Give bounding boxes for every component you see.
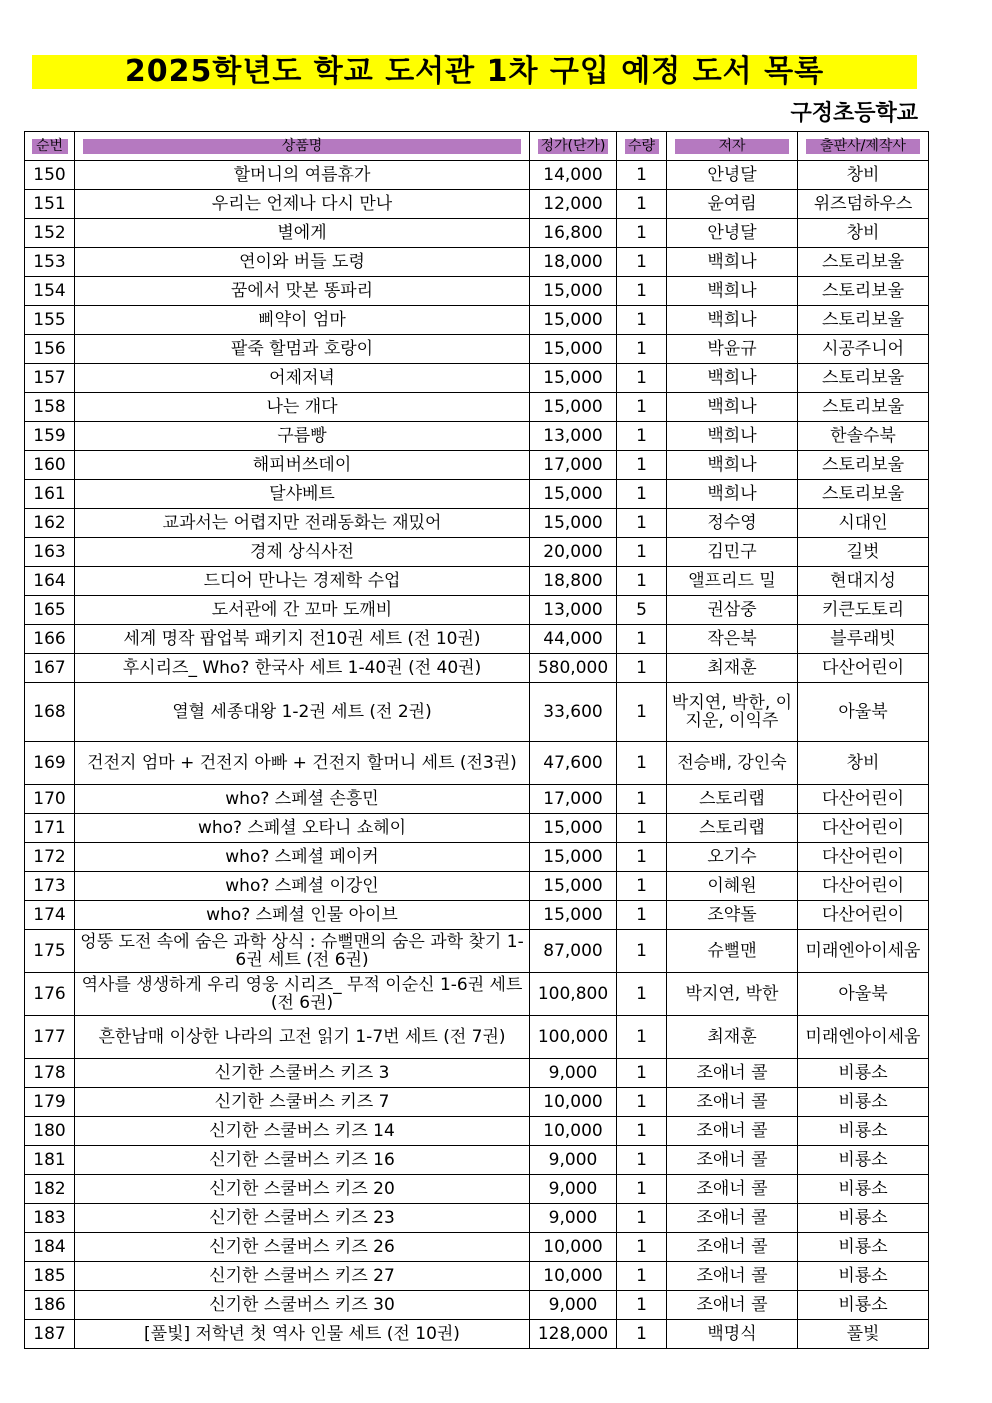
cell-no: 150 <box>25 161 75 190</box>
cell-no: 174 <box>25 901 75 930</box>
table-row <box>25 1262 929 1291</box>
table-row <box>25 1175 929 1204</box>
cell-publisher: 위즈덤하우스 <box>798 190 929 219</box>
cell-no: 187 <box>25 1320 75 1349</box>
cell-qty: 1 <box>617 814 667 843</box>
cell-no: 172 <box>25 843 75 872</box>
cell-price: 33,600 <box>530 683 617 742</box>
table-row <box>25 1059 929 1088</box>
cell-price: 18,000 <box>530 248 617 277</box>
cell-author: 권삼중 <box>667 596 798 625</box>
table-row <box>25 1016 929 1059</box>
cell-no: 173 <box>25 872 75 901</box>
cell-name: 신기한 스쿨버스 키즈 20 <box>75 1175 530 1204</box>
cell-price: 15,000 <box>530 814 617 843</box>
cell-name: 삐약이 엄마 <box>75 306 530 335</box>
cell-publisher: 블루래빗 <box>798 625 929 654</box>
cell-price: 15,000 <box>530 901 617 930</box>
cell-name: 달샤베트 <box>75 480 530 509</box>
cell-author: 최재훈 <box>667 1016 798 1059</box>
cell-author: 조애너 콜 <box>667 1204 798 1233</box>
cell-publisher: 비룡소 <box>798 1175 929 1204</box>
cell-publisher: 다산어린이 <box>798 872 929 901</box>
table-row <box>25 161 929 190</box>
page-title: 2025학년도 학교 도서관 1차 구입 예정 도서 목록 <box>124 54 825 89</box>
cell-price: 15,000 <box>530 509 617 538</box>
cell-publisher: 비룡소 <box>798 1291 929 1320</box>
cell-price: 15,000 <box>530 872 617 901</box>
cell-no: 156 <box>25 335 75 364</box>
cell-qty: 1 <box>617 1088 667 1117</box>
cell-author: 조애너 콜 <box>667 1291 798 1320</box>
cell-author: 백명식 <box>667 1320 798 1349</box>
cell-no: 181 <box>25 1146 75 1175</box>
cell-author: 오기수 <box>667 843 798 872</box>
cell-qty: 1 <box>617 161 667 190</box>
cell-publisher: 비룡소 <box>798 1088 929 1117</box>
cell-price: 15,000 <box>530 393 617 422</box>
cell-author: 윤여림 <box>667 190 798 219</box>
table-row <box>25 393 929 422</box>
cell-price: 17,000 <box>530 785 617 814</box>
cell-no: 167 <box>25 654 75 683</box>
cell-price: 20,000 <box>530 538 617 567</box>
cell-no: 153 <box>25 248 75 277</box>
cell-name: who? 스페셜 이강인 <box>75 872 530 901</box>
cell-price: 18,800 <box>530 567 617 596</box>
cell-name: who? 스페셜 손흥민 <box>75 785 530 814</box>
table-row <box>25 930 929 973</box>
header-name: 상품명 <box>75 132 530 161</box>
table-row <box>25 973 929 1016</box>
cell-name: 신기한 스쿨버스 키즈 26 <box>75 1233 530 1262</box>
cell-publisher: 미래엔아이세움 <box>798 930 929 973</box>
cell-no: 155 <box>25 306 75 335</box>
cell-publisher: 스토리보울 <box>798 393 929 422</box>
school-name: 구정초등학교 <box>790 101 918 126</box>
cell-price: 44,000 <box>530 625 617 654</box>
table-row <box>25 785 929 814</box>
cell-no: 157 <box>25 364 75 393</box>
cell-publisher: 시대인 <box>798 509 929 538</box>
cell-no: 166 <box>25 625 75 654</box>
table-row <box>25 509 929 538</box>
cell-author: 스토리랩 <box>667 814 798 843</box>
cell-price: 16,800 <box>530 219 617 248</box>
cell-author: 작은북 <box>667 625 798 654</box>
cell-name: 신기한 스쿨버스 키즈 16 <box>75 1146 530 1175</box>
cell-author: 백희나 <box>667 393 798 422</box>
cell-price: 10,000 <box>530 1117 617 1146</box>
cell-no: 162 <box>25 509 75 538</box>
cell-qty: 1 <box>617 1016 667 1059</box>
cell-qty: 1 <box>617 422 667 451</box>
cell-publisher: 스토리보울 <box>798 451 929 480</box>
cell-price: 15,000 <box>530 480 617 509</box>
cell-qty: 1 <box>617 277 667 306</box>
cell-publisher: 풀빛 <box>798 1320 929 1349</box>
cell-name: 해피버쓰데이 <box>75 451 530 480</box>
cell-name: 연이와 버들 도령 <box>75 248 530 277</box>
cell-no: 161 <box>25 480 75 509</box>
cell-name: 세계 명작 팝업북 패키지 전10권 세트 (전 10권) <box>75 625 530 654</box>
cell-name: 건전지 엄마 + 건전지 아빠 + 건전지 할머니 세트 (전3권) <box>75 742 530 785</box>
cell-qty: 1 <box>617 1320 667 1349</box>
cell-qty: 1 <box>617 190 667 219</box>
cell-name: 흔한남매 이상한 나라의 고전 읽기 1-7번 세트 (전 7권) <box>75 1016 530 1059</box>
cell-qty: 1 <box>617 1117 667 1146</box>
cell-name: 엉뚱 도전 속에 숨은 과학 상식 : 슈뻘맨의 숨은 과학 찾기 1-6권 세트 (전 6권) <box>75 930 530 973</box>
table-row <box>25 901 929 930</box>
cell-publisher: 창비 <box>798 742 929 785</box>
cell-no: 180 <box>25 1117 75 1146</box>
cell-name: 신기한 스쿨버스 키즈 30 <box>75 1291 530 1320</box>
cell-qty: 1 <box>617 872 667 901</box>
cell-author: 스토리랩 <box>667 785 798 814</box>
cell-qty: 1 <box>617 1059 667 1088</box>
cell-qty: 1 <box>617 742 667 785</box>
book-list-table <box>24 131 929 1349</box>
header-no: 순번 <box>25 132 75 161</box>
cell-qty: 1 <box>617 625 667 654</box>
table-row <box>25 277 929 306</box>
cell-name: 교과서는 어렵지만 전래동화는 재밌어 <box>75 509 530 538</box>
table-row <box>25 538 929 567</box>
cell-qty: 1 <box>617 1204 667 1233</box>
cell-price: 9,000 <box>530 1291 617 1320</box>
cell-publisher: 스토리보울 <box>798 364 929 393</box>
table-row <box>25 814 929 843</box>
cell-publisher: 비룡소 <box>798 1117 929 1146</box>
cell-publisher: 다산어린이 <box>798 814 929 843</box>
cell-name: who? 스페셜 오타니 쇼헤이 <box>75 814 530 843</box>
cell-price: 580,000 <box>530 654 617 683</box>
cell-no: 168 <box>25 683 75 742</box>
table-row <box>25 872 929 901</box>
cell-author: 안녕달 <box>667 161 798 190</box>
cell-author: 박윤규 <box>667 335 798 364</box>
cell-publisher: 비룡소 <box>798 1262 929 1291</box>
cell-author: 조애너 콜 <box>667 1088 798 1117</box>
table-row <box>25 843 929 872</box>
cell-no: 164 <box>25 567 75 596</box>
table-row <box>25 654 929 683</box>
cell-name: 나는 개다 <box>75 393 530 422</box>
cell-publisher: 다산어린이 <box>798 785 929 814</box>
cell-qty: 1 <box>617 901 667 930</box>
cell-qty: 1 <box>617 1175 667 1204</box>
cell-author: 안녕달 <box>667 219 798 248</box>
cell-no: 175 <box>25 930 75 973</box>
cell-name: 드디어 만나는 경제학 수업 <box>75 567 530 596</box>
cell-price: 100,000 <box>530 1016 617 1059</box>
cell-name: 어제저녁 <box>75 364 530 393</box>
table-row <box>25 364 929 393</box>
cell-price: 13,000 <box>530 422 617 451</box>
cell-price: 15,000 <box>530 306 617 335</box>
cell-price: 9,000 <box>530 1204 617 1233</box>
cell-price: 15,000 <box>530 843 617 872</box>
table-row <box>25 742 929 785</box>
cell-name: [풀빛] 저학년 첫 역사 인물 세트 (전 10권) <box>75 1320 530 1349</box>
cell-qty: 1 <box>617 306 667 335</box>
cell-author: 조애너 콜 <box>667 1146 798 1175</box>
cell-author: 김민구 <box>667 538 798 567</box>
cell-author: 백희나 <box>667 364 798 393</box>
cell-author: 조약돌 <box>667 901 798 930</box>
cell-name: 신기한 스쿨버스 키즈 23 <box>75 1204 530 1233</box>
cell-no: 185 <box>25 1262 75 1291</box>
cell-price: 10,000 <box>530 1233 617 1262</box>
header-publisher: 출판사/제작사 <box>798 132 929 161</box>
cell-qty: 1 <box>617 393 667 422</box>
cell-publisher: 스토리보울 <box>798 480 929 509</box>
header-author: 저자 <box>667 132 798 161</box>
cell-publisher: 다산어린이 <box>798 654 929 683</box>
cell-publisher: 비룡소 <box>798 1059 929 1088</box>
cell-author: 백희나 <box>667 248 798 277</box>
cell-publisher: 아울북 <box>798 973 929 1016</box>
cell-publisher: 스토리보울 <box>798 248 929 277</box>
table-row <box>25 190 929 219</box>
cell-no: 178 <box>25 1059 75 1088</box>
cell-no: 177 <box>25 1016 75 1059</box>
cell-price: 17,000 <box>530 451 617 480</box>
cell-name: 신기한 스쿨버스 키즈 27 <box>75 1262 530 1291</box>
cell-no: 179 <box>25 1088 75 1117</box>
table-header-row <box>25 132 929 161</box>
cell-name: 신기한 스쿨버스 키즈 7 <box>75 1088 530 1117</box>
table-row <box>25 480 929 509</box>
cell-author: 최재훈 <box>667 654 798 683</box>
cell-name: 도서관에 간 꼬마 도깨비 <box>75 596 530 625</box>
cell-publisher: 시공주니어 <box>798 335 929 364</box>
cell-author: 슈뻘맨 <box>667 930 798 973</box>
cell-price: 9,000 <box>530 1175 617 1204</box>
cell-author: 조애너 콜 <box>667 1233 798 1262</box>
cell-name: 우리는 언제나 다시 만나 <box>75 190 530 219</box>
cell-price: 10,000 <box>530 1088 617 1117</box>
cell-price: 9,000 <box>530 1146 617 1175</box>
cell-qty: 1 <box>617 785 667 814</box>
cell-publisher: 미래엔아이세움 <box>798 1016 929 1059</box>
cell-author: 조애너 콜 <box>667 1262 798 1291</box>
cell-name: 후시리즈_ Who? 한국사 세트 1-40권 (전 40권) <box>75 654 530 683</box>
cell-qty: 1 <box>617 335 667 364</box>
table-row <box>25 596 929 625</box>
cell-publisher: 창비 <box>798 161 929 190</box>
cell-author: 백희나 <box>667 277 798 306</box>
cell-qty: 1 <box>617 364 667 393</box>
table-row <box>25 248 929 277</box>
cell-no: 152 <box>25 219 75 248</box>
cell-author: 전승배, 강인숙 <box>667 742 798 785</box>
cell-no: 160 <box>25 451 75 480</box>
cell-name: 별에게 <box>75 219 530 248</box>
cell-name: 신기한 스쿨버스 키즈 3 <box>75 1059 530 1088</box>
cell-price: 12,000 <box>530 190 617 219</box>
cell-publisher: 한솔수북 <box>798 422 929 451</box>
cell-name: 꿈에서 맛본 똥파리 <box>75 277 530 306</box>
table-row <box>25 1117 929 1146</box>
cell-qty: 1 <box>617 567 667 596</box>
cell-name: who? 스페셜 페이커 <box>75 843 530 872</box>
table-row <box>25 422 929 451</box>
cell-name: 신기한 스쿨버스 키즈 14 <box>75 1117 530 1146</box>
title-banner <box>32 55 917 89</box>
cell-qty: 1 <box>617 480 667 509</box>
cell-price: 47,600 <box>530 742 617 785</box>
cell-qty: 1 <box>617 1233 667 1262</box>
cell-qty: 1 <box>617 1262 667 1291</box>
cell-author: 조애너 콜 <box>667 1175 798 1204</box>
cell-author: 박지연, 박한 <box>667 973 798 1016</box>
cell-publisher: 비룡소 <box>798 1146 929 1175</box>
cell-publisher: 창비 <box>798 219 929 248</box>
cell-price: 14,000 <box>530 161 617 190</box>
cell-price: 13,000 <box>530 596 617 625</box>
cell-qty: 1 <box>617 654 667 683</box>
table-row <box>25 683 929 742</box>
cell-no: 154 <box>25 277 75 306</box>
cell-price: 15,000 <box>530 277 617 306</box>
table-row <box>25 1088 929 1117</box>
cell-no: 158 <box>25 393 75 422</box>
cell-no: 182 <box>25 1175 75 1204</box>
cell-name: 팥죽 할멈과 호랑이 <box>75 335 530 364</box>
cell-price: 87,000 <box>530 930 617 973</box>
cell-publisher: 키큰도토리 <box>798 596 929 625</box>
cell-qty: 1 <box>617 451 667 480</box>
cell-publisher: 스토리보울 <box>798 306 929 335</box>
cell-name: who? 스페셜 인물 아이브 <box>75 901 530 930</box>
header-qty: 수량 <box>617 132 667 161</box>
cell-publisher: 아울북 <box>798 683 929 742</box>
table-row <box>25 1320 929 1349</box>
cell-name: 할머니의 여름휴가 <box>75 161 530 190</box>
cell-qty: 1 <box>617 683 667 742</box>
cell-price: 15,000 <box>530 335 617 364</box>
cell-publisher: 스토리보울 <box>798 277 929 306</box>
cell-price: 100,800 <box>530 973 617 1016</box>
cell-publisher: 현대지성 <box>798 567 929 596</box>
table-row <box>25 1146 929 1175</box>
cell-no: 163 <box>25 538 75 567</box>
cell-qty: 1 <box>617 973 667 1016</box>
cell-author: 앨프리드 밀 <box>667 567 798 596</box>
cell-author: 박지연, 박한, 이지운, 이익주 <box>667 683 798 742</box>
table-row <box>25 335 929 364</box>
header-price: 정가(단가) <box>530 132 617 161</box>
cell-no: 159 <box>25 422 75 451</box>
cell-no: 170 <box>25 785 75 814</box>
table-row <box>25 567 929 596</box>
cell-author: 정수영 <box>667 509 798 538</box>
cell-price: 15,000 <box>530 364 617 393</box>
cell-qty: 1 <box>617 843 667 872</box>
table-row <box>25 1204 929 1233</box>
cell-no: 171 <box>25 814 75 843</box>
cell-price: 128,000 <box>530 1320 617 1349</box>
cell-qty: 1 <box>617 1146 667 1175</box>
table-row <box>25 1291 929 1320</box>
cell-author: 조애너 콜 <box>667 1117 798 1146</box>
cell-author: 백희나 <box>667 422 798 451</box>
cell-author: 백희나 <box>667 451 798 480</box>
cell-price: 9,000 <box>530 1059 617 1088</box>
table-row <box>25 451 929 480</box>
cell-name: 역사를 생생하게 우리 영웅 시리즈_ 무적 이순신 1-6권 세트 (전 6권) <box>75 973 530 1016</box>
cell-qty: 1 <box>617 930 667 973</box>
cell-qty: 1 <box>617 538 667 567</box>
cell-author: 이혜원 <box>667 872 798 901</box>
cell-qty: 1 <box>617 219 667 248</box>
cell-no: 151 <box>25 190 75 219</box>
cell-price: 10,000 <box>530 1262 617 1291</box>
cell-author: 조애너 콜 <box>667 1059 798 1088</box>
cell-author: 백희나 <box>667 480 798 509</box>
cell-publisher: 길벗 <box>798 538 929 567</box>
cell-qty: 1 <box>617 248 667 277</box>
cell-name: 경제 상식사전 <box>75 538 530 567</box>
cell-publisher: 비룡소 <box>798 1233 929 1262</box>
cell-no: 165 <box>25 596 75 625</box>
cell-no: 169 <box>25 742 75 785</box>
cell-qty: 5 <box>617 596 667 625</box>
cell-no: 183 <box>25 1204 75 1233</box>
cell-no: 184 <box>25 1233 75 1262</box>
cell-publisher: 다산어린이 <box>798 901 929 930</box>
cell-author: 백희나 <box>667 306 798 335</box>
cell-name: 열혈 세종대왕 1-2권 세트 (전 2권) <box>75 683 530 742</box>
cell-name: 구름빵 <box>75 422 530 451</box>
table-row <box>25 219 929 248</box>
cell-publisher: 비룡소 <box>798 1204 929 1233</box>
table-row <box>25 1233 929 1262</box>
cell-qty: 1 <box>617 1291 667 1320</box>
table-row <box>25 625 929 654</box>
cell-no: 186 <box>25 1291 75 1320</box>
cell-publisher: 다산어린이 <box>798 843 929 872</box>
cell-qty: 1 <box>617 509 667 538</box>
table-row <box>25 306 929 335</box>
cell-no: 176 <box>25 973 75 1016</box>
